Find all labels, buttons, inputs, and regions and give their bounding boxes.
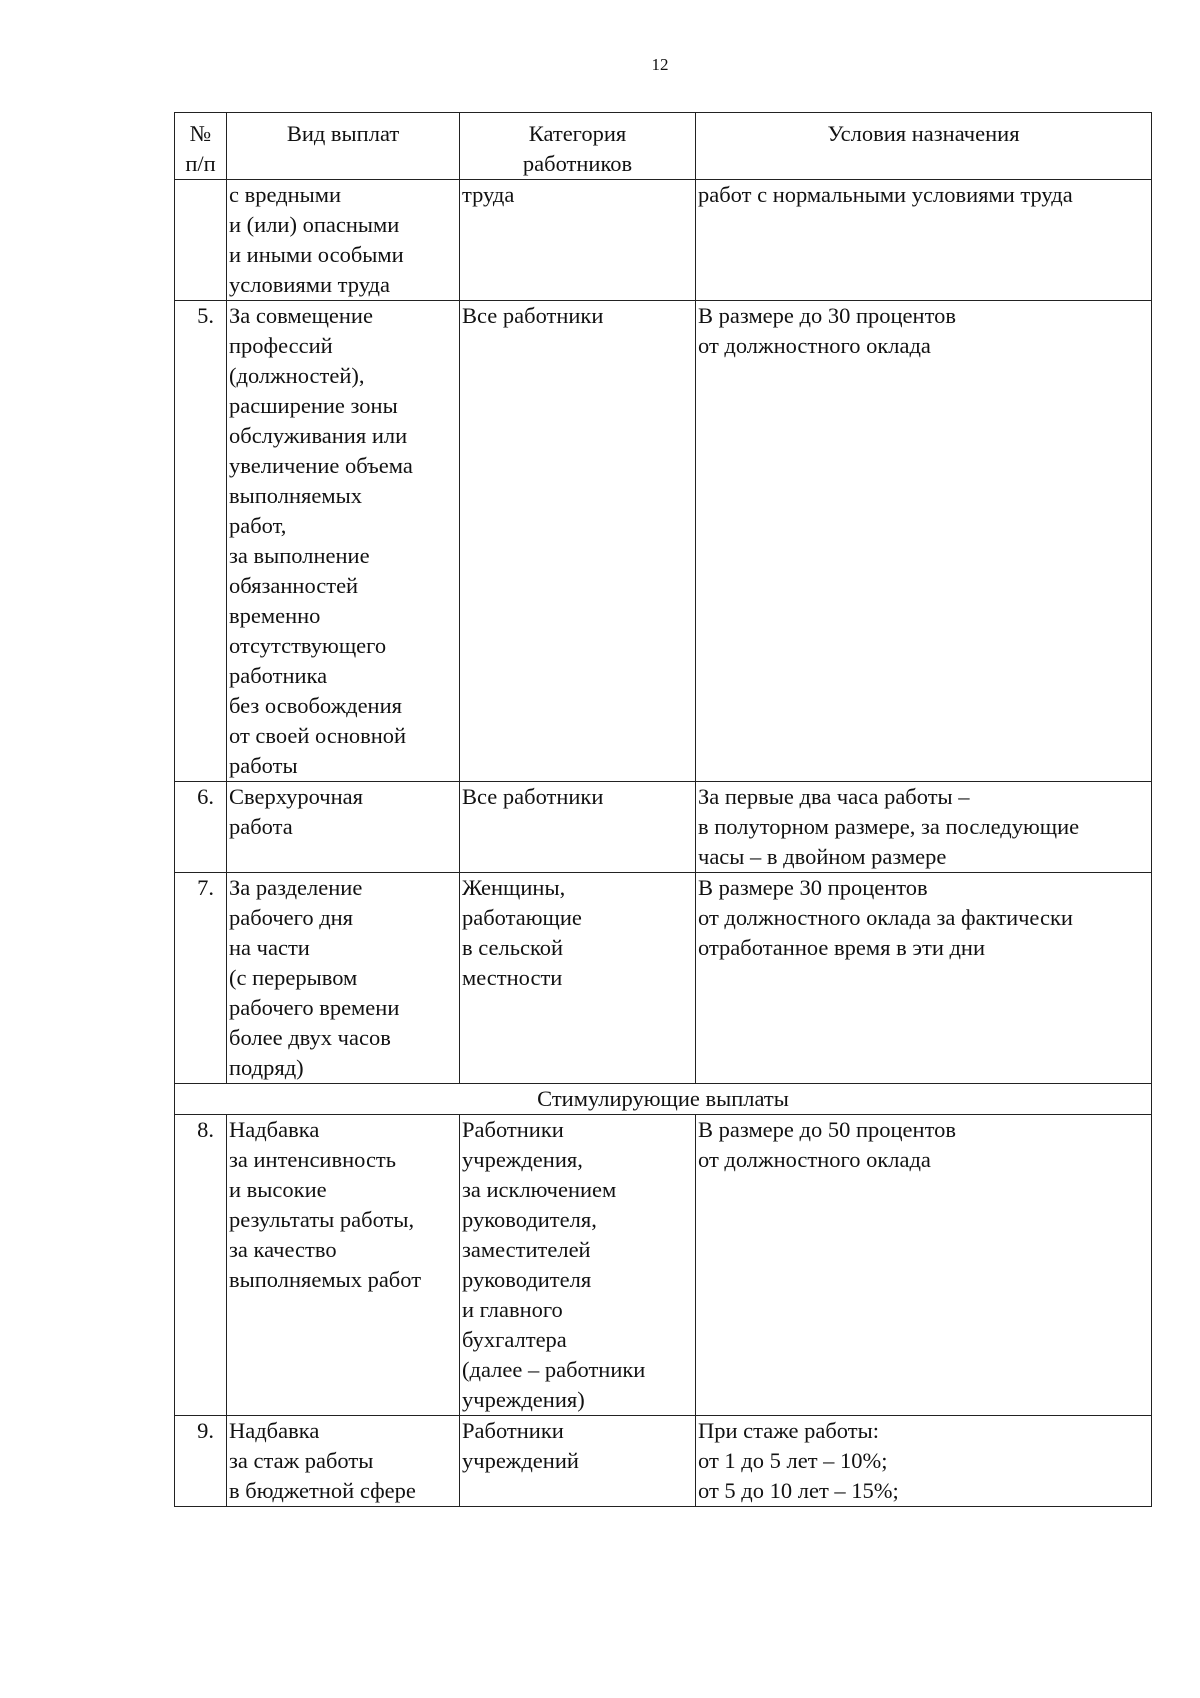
assignment-conditions: В размере до 30 процентов от должностного оклада [696,301,1152,782]
row-number: 9. [175,1416,227,1507]
row-number: 6. [175,782,227,873]
worker-category: Работники учреждения, за исключением руководителя, заместителей руководителя и главного бухгалтера (далее – работники учреждения) [460,1115,696,1416]
worker-category: Работники учреждений [460,1416,696,1507]
payment-type: с вредными и (или) опасными и иными особыми условиями труда [227,180,460,301]
payment-type: За разделение рабочего дня на части (с перерывом рабочего времени более двух часов подряд) [227,873,460,1084]
section-title: Стимулирующие выплаты [175,1084,1152,1115]
row-number [175,180,227,301]
table-row [175,873,1152,1084]
section-header-row [175,1084,1152,1115]
column-header-category: Категория работников [460,113,696,180]
table-row [175,301,1152,782]
payment-type: За совмещение профессий (должностей), расширение зоны обслуживания или увеличение объема выполняемых работ, за выполнение обязанностей временно отсутствующего работника без освобождения от своей основной работы [227,301,460,782]
assignment-conditions: работ с нормальными условиями труда [696,180,1152,301]
table-row [175,180,1152,301]
page-number: 12 [651,55,669,74]
worker-category: Все работники [460,301,696,782]
row-number: 8. [175,1115,227,1416]
payment-type: Надбавка за стаж работы в бюджетной сфере [227,1416,460,1507]
table-row [175,1115,1152,1416]
column-header-conditions: Условия назначения [696,113,1152,180]
payments-table [174,112,1152,1507]
table-row [175,1416,1152,1507]
worker-category: труда [460,180,696,301]
worker-category: Все работники [460,782,696,873]
row-number: 7. [175,873,227,1084]
column-header-num: № п/п [175,113,227,180]
column-header-type: Вид выплат [227,113,460,180]
table-header-row [175,113,1152,180]
payment-type: Сверхурочная работа [227,782,460,873]
row-number: 5. [175,301,227,782]
assignment-conditions: За первые два часа работы – в полуторном размере, за последующие часы – в двойном размере [696,782,1152,873]
assignment-conditions: В размере 30 процентов от должностного оклада за фактически отработанное время в эти дни [696,873,1152,1084]
payment-type: Надбавка за интенсивность и высокие результаты работы, за качество выполняемых работ [227,1115,460,1416]
worker-category: Женщины, работающие в сельской местности [460,873,696,1084]
assignment-conditions: В размере до 50 процентов от должностного оклада [696,1115,1152,1416]
assignment-conditions: При стаже работы: от 1 до 5 лет – 10%; от 5 до 10 лет – 15%; [696,1416,1152,1507]
table-row [175,782,1152,873]
